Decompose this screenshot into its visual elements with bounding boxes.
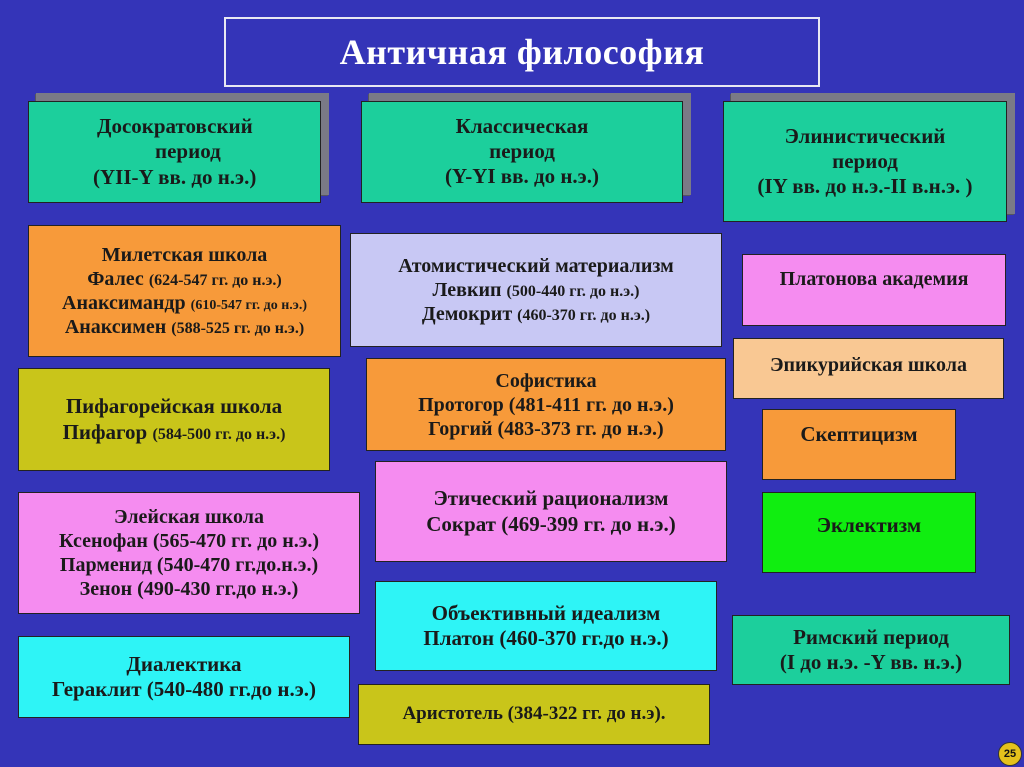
sophistry-gorgias: Горгий (483-373 гг. до н.э.): [428, 417, 664, 440]
period-classical-label: период: [489, 139, 555, 164]
period-hellenistic-name: Элинистический: [784, 123, 946, 148]
miletus-heading: Милетская школа: [101, 244, 268, 266]
period-presocratic-dates: (YII-Y вв. до н.э.): [93, 164, 257, 189]
skepticism: [762, 409, 956, 480]
period-hellenistic-label: период: [832, 148, 898, 173]
period-hellenistic-dates: (IY вв. до н.э.-II в.н.э. ): [757, 174, 973, 199]
miletus-school: [28, 225, 341, 357]
ethical-socrates: Сократ (469-399 гг. до н.э.): [426, 511, 676, 536]
slide-number-badge: 25: [998, 742, 1022, 766]
sophistry: [366, 358, 726, 451]
pythagorean-pythagoras-dates: (584-500 гг. до н.э.): [152, 425, 286, 443]
roman-heading: Римский период: [793, 624, 949, 649]
pythagorean-pythagoras: Пифагор: [62, 419, 148, 444]
skepticism-text: Скептицизм: [800, 422, 918, 446]
pythagorean-heading: Пифагорейская школа: [65, 394, 283, 419]
miletus-anaximenes-dates: (588-525 гг. до н.э.): [171, 320, 305, 337]
dialectic-heraclitus: Гераклит (540-480 гг.до н.э.): [51, 677, 317, 701]
eleatic-school: [18, 492, 360, 614]
platonic-text: Платонова академия: [779, 268, 969, 290]
atomistic-materialism: [350, 233, 722, 347]
period-presocratic-name: Досократовский: [97, 114, 253, 139]
sophistry-protagoras: Протогор (481-411 гг. до н.э.): [418, 393, 674, 416]
period-presocratic-label: период: [155, 139, 221, 164]
platonic-academy: [742, 254, 1006, 326]
aristotle-text: Аристотель (384-322 гг. до н.э).: [402, 703, 666, 725]
roman-dates: (I до н.э. -Y вв. н.э.): [779, 650, 963, 674]
eleatic-heading: Элейская школа: [114, 506, 264, 528]
epicurean-school: [733, 338, 1004, 399]
ethical-rationalism: [375, 461, 727, 562]
page-title: Античная философия: [224, 17, 820, 87]
objective-plato: Платон (460-370 гг.до н.э.): [423, 626, 669, 650]
aristotle: [358, 684, 710, 745]
atomism-heading: Атомистический материализм: [398, 255, 674, 277]
miletus-anaximenes: Анаксимен: [64, 316, 167, 338]
dialectic: [18, 636, 350, 718]
objective-idealism: [375, 581, 717, 671]
epicurean-text: Эпикурийская школа: [769, 354, 968, 376]
atomism-democritus: Демокрит: [421, 303, 513, 325]
miletus-anaximander: Анаксимандр: [62, 292, 186, 314]
miletus-anaximander-dates: (610-547 гг. до н.э.): [190, 298, 307, 313]
eleatic-parmenides: Парменид (540-470 гг.до.н.э.): [59, 554, 319, 576]
pythagorean-school: [18, 368, 330, 471]
eclecticism-text: Эклектизм: [816, 513, 922, 537]
period-classical-name: Классическая: [455, 114, 589, 138]
period-classical-dates: (Y-YI вв. до н.э.): [444, 164, 600, 189]
dialectic-heading: Диалектика: [126, 651, 242, 676]
miletus-thales: Фалес: [87, 268, 144, 290]
period-presocratic: [28, 101, 321, 203]
period-classical: [361, 101, 683, 203]
eclecticism: [762, 492, 976, 573]
roman-period: [732, 615, 1010, 685]
period-hellenistic: [723, 101, 1007, 222]
ethical-heading: Этический рационализм: [433, 486, 669, 511]
eleatic-xenophanes: Ксенофан (565-470 гг. до н.э.): [58, 530, 320, 552]
sophistry-heading: Софистика: [495, 369, 597, 392]
atomism-democritus-dates: (460-370 гг. до н.э.): [517, 307, 651, 324]
miletus-thales-dates: (624-547 гг. до н.э.): [148, 272, 282, 289]
eleatic-zeno: Зенон (490-430 гг.до н.э.): [79, 578, 299, 600]
objective-heading: Объективный идеализм: [431, 600, 661, 625]
atomism-leucippus: Левкип: [432, 279, 502, 301]
atomism-leucippus-dates: (500-440 гг. до н.э.): [506, 283, 640, 300]
